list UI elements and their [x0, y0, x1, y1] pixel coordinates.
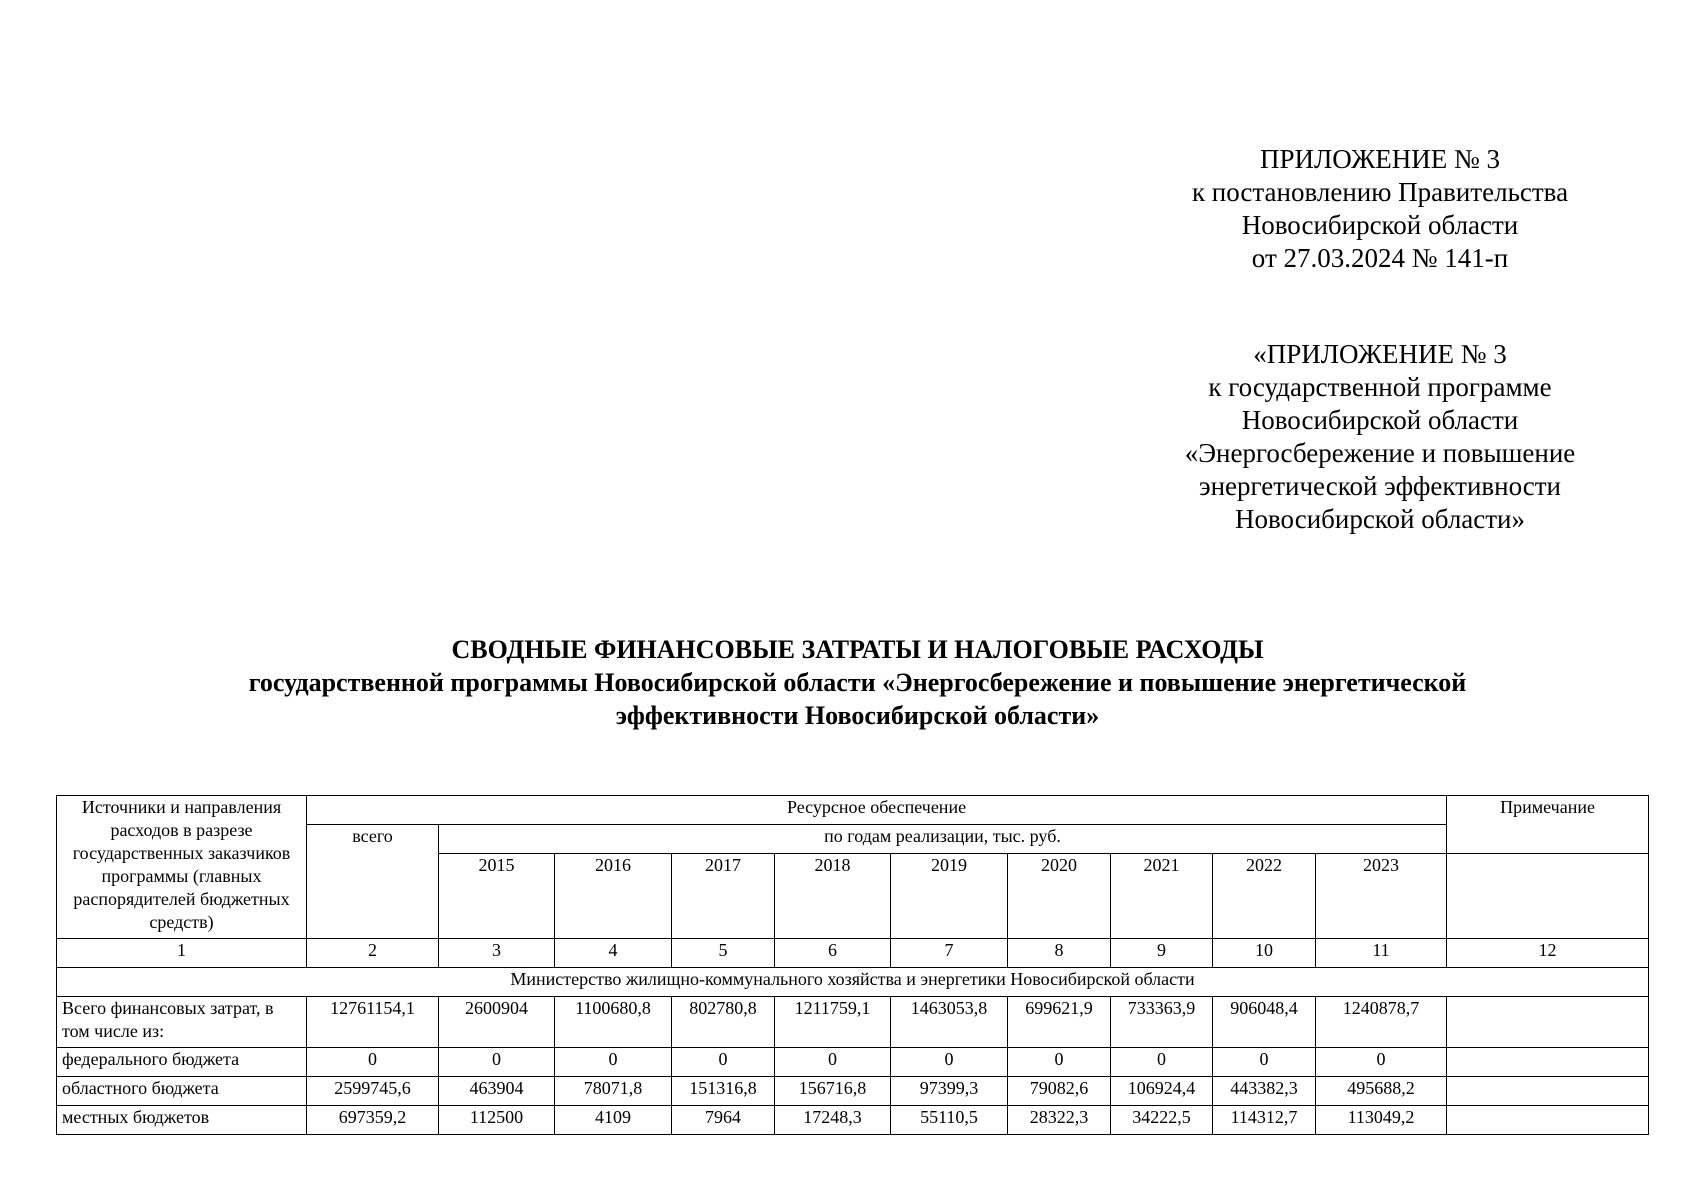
- cell-value: 443382,3: [1213, 1077, 1316, 1106]
- cell-value: 0: [1008, 1048, 1111, 1077]
- program-appendix-block: [1160, 338, 1600, 536]
- cell-value: 28322,3: [1008, 1106, 1111, 1135]
- program-appendix-line: Новосибирской области: [1241, 405, 1519, 435]
- document-title: [80, 633, 1635, 732]
- table-row-total: [57, 997, 1649, 1048]
- cell-value: 113049,2: [1316, 1106, 1447, 1135]
- cell-note: [1447, 997, 1649, 1048]
- header-year: 2019: [891, 854, 1008, 939]
- column-number: 7: [891, 939, 1008, 968]
- appendix-line: Новосибирской области: [1241, 210, 1519, 240]
- cell-value: 0: [672, 1048, 775, 1077]
- program-appendix-line: «ПРИЛОЖЕНИЕ № 3: [1253, 339, 1507, 369]
- cell-value: 0: [439, 1048, 555, 1077]
- cell-value: 2599745,6: [307, 1077, 439, 1106]
- row-label: федерального бюджета: [57, 1048, 307, 1077]
- cell-value: 0: [1316, 1048, 1447, 1077]
- cell-value: 1240878,7: [1316, 997, 1447, 1048]
- program-appendix-line: к государственной программе: [1208, 372, 1552, 402]
- cell-value: 1211759,1: [775, 997, 891, 1048]
- header-resources: Ресурсное обеспечение: [307, 796, 1447, 825]
- column-number: 5: [672, 939, 775, 968]
- header-row-1: [57, 796, 1649, 825]
- column-number: 6: [775, 939, 891, 968]
- cell-value: 495688,2: [1316, 1077, 1447, 1106]
- cell-value: 0: [1213, 1048, 1316, 1077]
- cell-value: 4109: [555, 1106, 672, 1135]
- cell-value: 699621,9: [1008, 997, 1111, 1048]
- header-year: 2023: [1316, 854, 1447, 939]
- cell-note: [1447, 1077, 1649, 1106]
- financial-costs-table: [56, 795, 1649, 1135]
- cell-value: 7964: [672, 1106, 775, 1135]
- header-year: 2018: [775, 854, 891, 939]
- column-number: 12: [1447, 939, 1649, 968]
- column-number-row: [57, 939, 1649, 968]
- table-row-federal: [57, 1048, 1649, 1077]
- column-number: 2: [307, 939, 439, 968]
- cell-value: 0: [555, 1048, 672, 1077]
- appendix-line: ПРИЛОЖЕНИЕ № 3: [1259, 144, 1501, 174]
- header-year: 2021: [1111, 854, 1213, 939]
- cell-value: 55110,5: [891, 1106, 1008, 1135]
- title-line: эффективности Новосибирской области»: [615, 701, 1100, 730]
- header-note: Примечание: [1447, 796, 1649, 854]
- cell-value: 697359,2: [307, 1106, 439, 1135]
- cell-value: 34222,5: [1111, 1106, 1213, 1135]
- column-number: 1: [57, 939, 307, 968]
- cell-value: 112500: [439, 1106, 555, 1135]
- cell-value: 0: [775, 1048, 891, 1077]
- cell-note: [1447, 1048, 1649, 1077]
- cell-value: 12761154,1: [307, 997, 439, 1048]
- table-row-local: [57, 1106, 1649, 1135]
- cell-value: 1100680,8: [555, 997, 672, 1048]
- header-by-years: по годам реализации, тыс. руб.: [439, 825, 1447, 854]
- cell-value: 733363,9: [1111, 997, 1213, 1048]
- cell-value: 463904: [439, 1077, 555, 1106]
- cell-value: 106924,4: [1111, 1077, 1213, 1106]
- cell-value: 906048,4: [1213, 997, 1316, 1048]
- column-number: 8: [1008, 939, 1111, 968]
- program-appendix-line: Новосибирской области»: [1234, 504, 1526, 534]
- header-year: 2020: [1008, 854, 1111, 939]
- appendix-block: [1160, 143, 1600, 275]
- cell-value: 802780,8: [672, 997, 775, 1048]
- cell-note: [1447, 1106, 1649, 1135]
- program-appendix-line: энергетической эффективности: [1199, 471, 1561, 501]
- column-number: 10: [1213, 939, 1316, 968]
- appendix-line: от 27.03.2024 № 141-п: [1251, 243, 1509, 273]
- cell-value: 0: [307, 1048, 439, 1077]
- table-row-regional: [57, 1077, 1649, 1106]
- title-line: СВОДНЫЕ ФИНАНСОВЫЕ ЗАТРАТЫ И НАЛОГОВЫЕ РАСХОДЫ: [451, 635, 1264, 664]
- header-year: 2022: [1213, 854, 1316, 939]
- cell-value: 156716,8: [775, 1077, 891, 1106]
- program-appendix-line: «Энергосбережение и повышение: [1184, 438, 1576, 468]
- cell-value: 114312,7: [1213, 1106, 1316, 1135]
- cell-value: 97399,3: [891, 1077, 1008, 1106]
- header-sources: Источники и направления расходов в разрезе государственных заказчиков программы (главных распорядителей бюджетных средств): [57, 796, 307, 939]
- row-label: местных бюджетов: [57, 1106, 307, 1135]
- cell-value: 79082,6: [1008, 1077, 1111, 1106]
- column-number: 9: [1111, 939, 1213, 968]
- header-note-blank: [1447, 854, 1649, 939]
- header-total: всего: [307, 825, 439, 939]
- cell-value: 2600904: [439, 997, 555, 1048]
- header-year: 2015: [439, 854, 555, 939]
- cell-value: 0: [1111, 1048, 1213, 1077]
- header-year: 2016: [555, 854, 672, 939]
- column-number: 4: [555, 939, 672, 968]
- column-number: 11: [1316, 939, 1447, 968]
- column-number: 3: [439, 939, 555, 968]
- title-line: государственной программы Новосибирской области «Энергосбережение и повышение энергетической: [248, 668, 1467, 697]
- row-label: областного бюджета: [57, 1077, 307, 1106]
- cell-value: 151316,8: [672, 1077, 775, 1106]
- appendix-line: к постановлению Правительства: [1191, 177, 1569, 207]
- ministry-name: Министерство жилищно-коммунального хозяйства и энергетики Новосибирской области: [57, 968, 1649, 997]
- row-label: Всего финансовых затрат, в том числе из:: [57, 997, 307, 1048]
- header-year: 2017: [672, 854, 775, 939]
- ministry-row: [57, 968, 1649, 997]
- cell-value: 17248,3: [775, 1106, 891, 1135]
- cell-value: 1463053,8: [891, 997, 1008, 1048]
- cell-value: 0: [891, 1048, 1008, 1077]
- cell-value: 78071,8: [555, 1077, 672, 1106]
